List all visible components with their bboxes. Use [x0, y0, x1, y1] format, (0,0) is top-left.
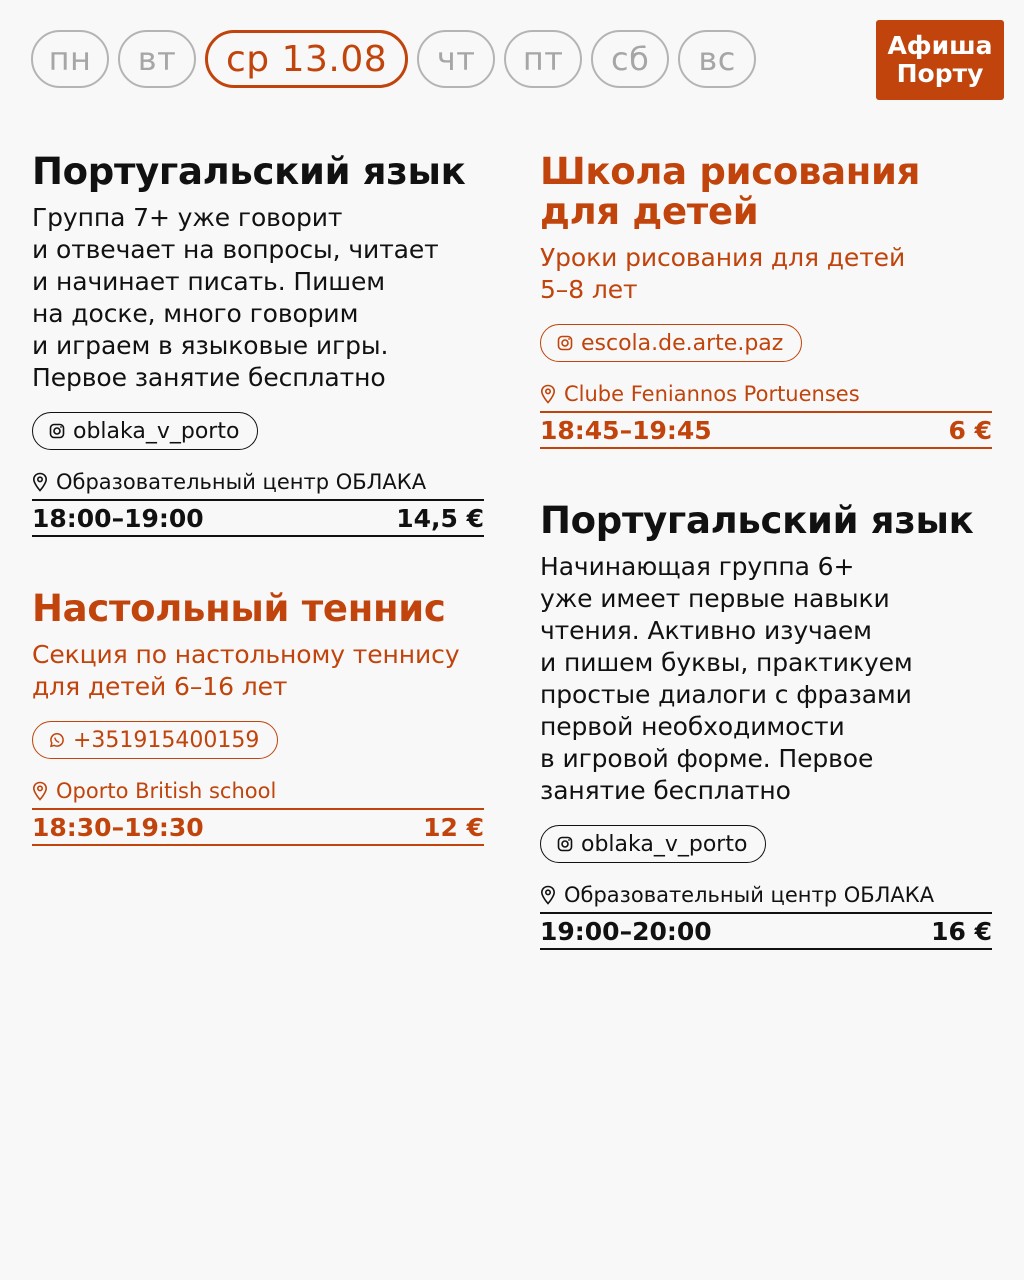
venue [540, 380, 992, 408]
venue-name: Oporto British school [56, 779, 277, 803]
event-price: 16 € [931, 916, 992, 946]
whatsapp-icon [49, 732, 65, 748]
event-time: 18:45–19:45 [540, 415, 712, 445]
time-price-row [32, 808, 484, 846]
event-title: Португальский язык [540, 499, 974, 542]
event-title: Школа рисования для детей [540, 150, 921, 233]
event-card-drawing-school [540, 152, 992, 449]
tab-tuesday[interactable]: вт [118, 30, 196, 88]
location-pin-icon [32, 472, 48, 492]
tab-friday[interactable]: пт [504, 30, 582, 88]
event-description: Секция по настольному теннису для детей 6–16 лет [32, 640, 460, 701]
instagram-link[interactable] [540, 825, 766, 863]
instagram-icon [49, 423, 65, 439]
time-price-row [540, 411, 992, 449]
event-card-portuguese-7 [32, 152, 484, 537]
logo-afisha-porto [876, 20, 1004, 100]
event-description: Уроки рисования для детей 5–8 лет [540, 243, 906, 304]
instagram-icon [557, 335, 573, 351]
logo-line-1: Афиша [887, 31, 993, 60]
logo-line-2: Порту [896, 59, 984, 88]
instagram-handle: escola.de.arte.paz [581, 330, 784, 356]
location-pin-icon [32, 781, 48, 801]
tab-thursday[interactable]: чт [417, 30, 495, 88]
whatsapp-link[interactable] [32, 721, 278, 759]
event-time: 19:00–20:00 [540, 916, 712, 946]
event-time: 18:00–19:00 [32, 503, 204, 533]
tab-sunday[interactable]: вс [678, 30, 756, 88]
event-card-portuguese-6 [540, 501, 992, 950]
event-price: 6 € [948, 415, 992, 445]
venue-name: Образовательный центр ОБЛАКА [56, 470, 427, 494]
tab-monday[interactable]: пн [31, 30, 109, 88]
event-time: 18:30–19:30 [32, 812, 204, 842]
event-card-table-tennis [32, 589, 484, 846]
venue [540, 881, 992, 909]
venue [32, 468, 484, 496]
instagram-link[interactable] [32, 412, 258, 450]
instagram-link[interactable] [540, 324, 802, 362]
venue-name: Образовательный центр ОБЛАКА [564, 883, 935, 907]
instagram-handle: oblaka_v_porto [581, 831, 748, 857]
event-title: Португальский язык [32, 150, 466, 193]
location-pin-icon [540, 885, 556, 905]
event-price: 12 € [423, 812, 484, 842]
event-title: Настольный теннис [32, 587, 446, 630]
venue [32, 777, 484, 805]
day-tabs [31, 30, 756, 88]
instagram-icon [557, 836, 573, 852]
location-pin-icon [540, 384, 556, 404]
instagram-handle: oblaka_v_porto [73, 418, 240, 444]
venue-name: Clube Feniannos Portuenses [564, 382, 860, 406]
time-price-row [32, 499, 484, 537]
tab-saturday[interactable]: сб [591, 30, 669, 88]
time-price-row [540, 912, 992, 950]
phone-number: +351915400159 [73, 727, 260, 753]
event-description: Начинающая группа 6+ уже имеет первые навыки чтения. Активно изучаем и пишем буквы, практикуем простые диалоги с фразами первой необходимости в игровой форме. Первое занятие бесплатно [540, 552, 913, 805]
event-description: Группа 7+ уже говорит и отвечает на вопросы, читает и начинает писать. Пишем на доске, много говорим и играем в языковые игры. Первое занятие бесплатно [32, 203, 439, 392]
tab-wednesday-active[interactable]: ср 13.08 [205, 30, 408, 88]
event-price: 14,5 € [396, 503, 484, 533]
